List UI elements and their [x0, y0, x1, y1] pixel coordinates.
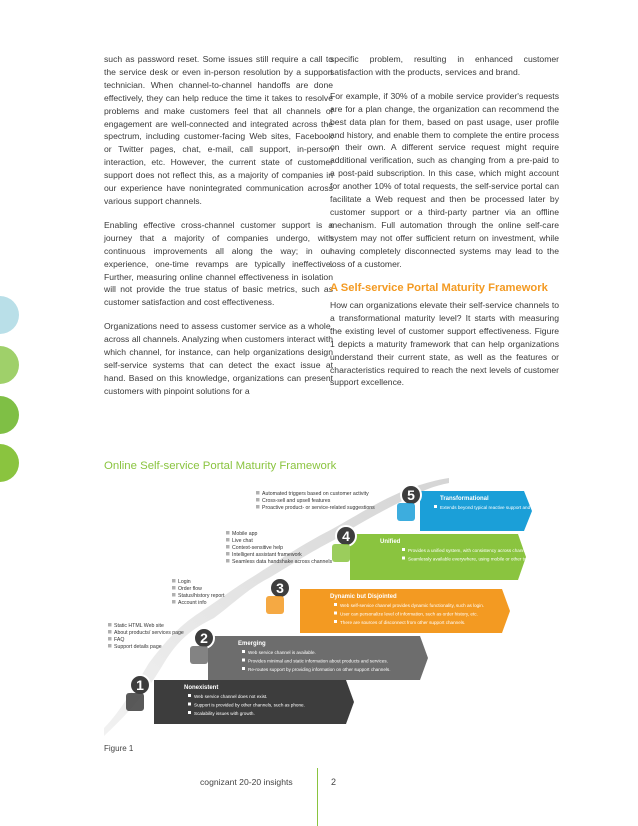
level-name: Transformational [440, 496, 489, 502]
level-name: Dynamic but Disjointed [330, 594, 397, 600]
decorative-circle [0, 444, 19, 482]
level-bullet: Web self-service channel provides dynamic functionality, such as login. [340, 603, 485, 608]
right-column [330, 53, 559, 400]
left-column [104, 53, 333, 409]
feature-marker [108, 623, 112, 627]
bullet-marker [188, 711, 191, 714]
feature-item: Account info [178, 600, 207, 606]
bullet-marker [402, 548, 405, 551]
bullet-marker [334, 612, 337, 615]
level-icon [190, 646, 208, 664]
feature-marker [226, 545, 230, 549]
decorative-circle [0, 346, 19, 384]
body-paragraph: specific problem, resulting in enhanced customer satisfaction with the products, services and brand. [330, 54, 559, 77]
body-paragraph: Organizations need to assess customer service as a whole, across all channels. Analyzing when customers interact with which channel, for instance, can help organizations design self-service systems that can detect the exact issue at hand. Based on this knowledge, organizations can present customers with pinpoint solutions for a [104, 321, 333, 396]
level-icon [266, 596, 284, 614]
feature-item: Cross-sell and upsell features [262, 498, 331, 504]
level-bullet: Web service channel does not exist. [194, 694, 268, 699]
figure-title: Online Self-service Portal Maturity Framework [104, 460, 337, 472]
body-paragraph: How can organizations elevate their self-service channels to a transformational maturity level? It starts with measuring the existing level of customer support effectiveness. Figure 1 depicts a maturity framework that can help organizations understand their current state, as well as the features or characteristics required to reach the next levels of customer support excellence. [330, 300, 559, 388]
level-bullet: There are sources of disconnect from other support channels. [340, 620, 466, 625]
level-number: 3 [276, 580, 284, 596]
feature-item: Static HTML Web site [114, 623, 164, 629]
level-name: Emerging [238, 641, 266, 647]
feature-marker [226, 559, 230, 563]
feature-item: Seamless data handshake across channels [232, 559, 333, 565]
level-bullet: Seamlessly available everywhere, using mobile or other touchpoints. [408, 556, 548, 562]
feature-item: Status/history report [178, 593, 225, 599]
level-number: 4 [342, 528, 350, 544]
feature-item: Login [178, 579, 191, 585]
body-paragraph: Enabling effective cross-channel customer support is a journey that a majority of companies undergo, with continuous improvements all along the way; in our experience, one-time revamps are typically ineffective. Further, measuring online channel effectiveness in isolation will not provide the true status of basic metrics, such as customer satisfaction and cost effectiveness. [104, 219, 333, 308]
feature-marker [226, 552, 230, 556]
level-number: 1 [136, 677, 144, 693]
bullet-marker [434, 505, 437, 508]
page-number: 2 [331, 777, 337, 787]
feature-marker [172, 579, 176, 583]
decorative-circle [0, 396, 19, 434]
level-bullet: Support is provided by other channels, such as phone. [194, 702, 305, 708]
feature-item: FAQ [114, 637, 125, 643]
body-paragraph: such as password reset. Some issues still require a call to the service desk or even in-person resolution by a support technician. When channel-to-channel handoffs are done effectively, they can help reduce the time it takes to resolve problems and make customers feel that all channels of engagement are well-connected and integrated across the spectrum, including customer-facing Web sites, Facebook or Twitter pages, chat, e-mail, call support, in-person interaction, etc. However, the current state of customer support does not reflect this, as a majority of companies in our experience have nonintegrated communication across various support channels. [104, 54, 333, 206]
level-bullet: Extends beyond typical reactive support and provides proactive guidance to customers. [440, 505, 618, 510]
level-bullet: User can personalize level of information, such as order history, etc. [340, 611, 478, 617]
feature-item: About products/ services page [114, 630, 184, 636]
bullet-marker [334, 603, 337, 606]
feature-marker [256, 498, 260, 502]
level-number: 5 [407, 487, 415, 503]
section-heading: A Self-service Portal Maturity Framework [330, 281, 548, 294]
feature-marker [256, 491, 260, 495]
figure-caption: Figure 1 [104, 744, 134, 753]
level-bullet: Scalability issues with growth. [194, 711, 255, 716]
feature-item: Live chat [232, 538, 253, 544]
level-icon [332, 544, 350, 562]
footer-divider [317, 768, 318, 826]
bullet-marker [334, 620, 337, 623]
feature-marker [108, 630, 112, 634]
level-icon [397, 503, 415, 521]
feature-marker [172, 593, 176, 597]
feature-marker [226, 538, 230, 542]
feature-item: Context-sensitive help [232, 545, 284, 551]
bullet-marker [188, 703, 191, 706]
bullet-marker [242, 650, 245, 653]
body-paragraph: For example, if 30% of a mobile service provider's requests are for a plan change, the organization can recommend the best data plan for them, based on past usage, user profile and history, and enable them to complete the entire process on their own. A different service request might require additional verification, such as changing from a pre-paid to a post-paid subscription. In this case, which might account for another 10% of total requests, the self-service portal can facilitate a Web request and then be processed later by customer support or a third-party partner via an offline mechanism. Full automation through the online self-care system may not offer sufficient return on investment, while having completely disconnected systems may lead to the loss of a customer. [330, 90, 559, 269]
feature-marker [172, 586, 176, 590]
bullet-marker [402, 557, 405, 560]
maturity-framework-figure [104, 478, 618, 738]
level-number: 2 [200, 630, 208, 646]
bullet-marker [242, 667, 245, 670]
bullet-marker [242, 659, 245, 662]
feature-item: Intelligent assistant framework [232, 552, 302, 558]
feature-item: Proactive product- or service-related suggestions [262, 505, 375, 511]
footer-publication: cognizant 20-20 insights [200, 777, 293, 787]
feature-item: Order flow [178, 586, 202, 592]
feature-marker [226, 531, 230, 535]
feature-marker [172, 600, 176, 604]
level-name: Unified [380, 539, 401, 545]
level-bullet: Re-routes support by providing information on other support channels. [248, 667, 391, 672]
level-bullet: Provides minimal and static information about products and services. [248, 658, 388, 664]
feature-marker [256, 505, 260, 509]
level-bullet: Provides a unified system, with consistency across channels. [408, 548, 533, 553]
level-name: Nonexistent [184, 685, 219, 691]
feature-item: Mobile app [232, 531, 258, 537]
bullet-marker [188, 694, 191, 697]
level-bullet: Web service channel is available. [248, 650, 316, 655]
feature-marker [108, 644, 112, 648]
feature-marker [108, 637, 112, 641]
feature-item: Support details page [114, 644, 162, 650]
level-icon [126, 693, 144, 711]
feature-item: Automated triggers based on customer activity [262, 491, 369, 497]
decorative-circle [0, 296, 19, 334]
